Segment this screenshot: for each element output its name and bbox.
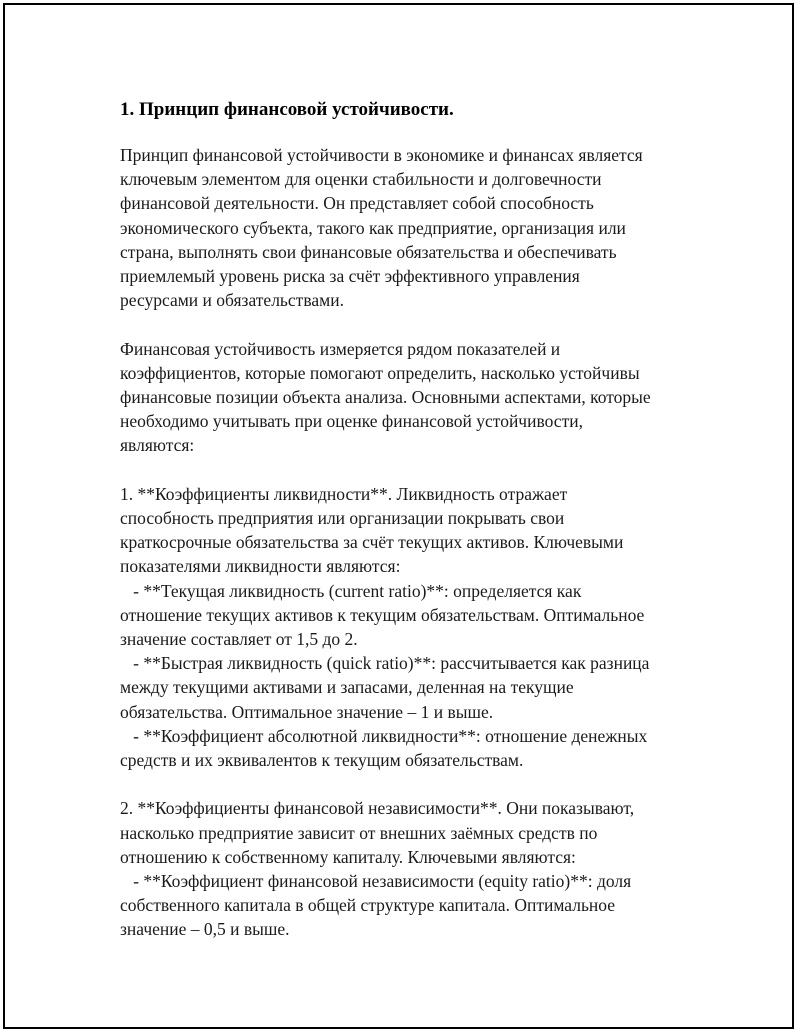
- text-line: финансовой деятельности. Он представляет собой способность: [120, 193, 594, 214]
- list-item-line: - **Текущая ликвидность (current ratio)**: определяется как: [120, 580, 582, 601]
- text-line: средств и их эквивалентов к текущим обязательствам.: [120, 750, 524, 771]
- paragraph-gap: [120, 312, 690, 336]
- text-line: значение – 0,5 и выше.: [120, 919, 290, 940]
- text-line: значение составляет от 1,5 до 2.: [120, 629, 358, 650]
- text-line: между текущими активами и запасами, деленная на текущие: [120, 677, 574, 698]
- text-line: страна, выполнять свои финансовые обязательства и обеспечивать: [120, 241, 617, 262]
- text-line: ключевым элементом для оценки стабильности и долговечности: [120, 169, 602, 190]
- text-line: отношение текущих активов к текущим обязательствам. Оптимальное: [120, 604, 645, 625]
- document-title: 1. Принцип финансовой устойчивости.: [120, 99, 454, 120]
- text-line: собственного капитала в общей структуре капитала. Оптимальное: [120, 895, 616, 916]
- text-line: насколько предприятие зависит от внешних заёмных средств по: [120, 822, 598, 843]
- text-line: финансовые позиции объекта анализа. Основными аспектами, которые: [120, 387, 651, 408]
- text-line: 1. **Коэффициенты ликвидности**. Ликвидность отражает: [120, 483, 568, 504]
- text-line: обязательства. Оптимальное значение – 1 и выше.: [120, 701, 494, 722]
- text-line: являются:: [120, 435, 195, 456]
- paragraph-gap: [120, 772, 690, 796]
- list-item-line: - **Коэффициент финансовой независимости (equity ratio)**: доля: [120, 871, 632, 892]
- list-item-line: - **Коэффициент абсолютной ликвидности**: отношение денежных: [120, 725, 648, 746]
- text-line: коэффициентов, которые помогают определить, насколько устойчивы: [120, 362, 640, 383]
- list-item-line: - **Быстрая ликвидность (quick ratio)**: рассчитывается как разница: [120, 653, 650, 674]
- text-line: показателями ликвидности являются:: [120, 556, 401, 577]
- document-content: [120, 97, 690, 942]
- text-line: краткосрочные обязательства за счёт текущих активов. Ключевыми: [120, 532, 624, 553]
- section-independence: [120, 796, 690, 941]
- paragraph-intro: [120, 143, 690, 312]
- text-line: ресурсами и обязательствами.: [120, 290, 344, 311]
- text-line: приемлемый уровень риска за счёт эффективного управления: [120, 266, 580, 287]
- text-line: Принцип финансовой устойчивости в экономике и финансах является: [120, 145, 643, 165]
- text-line: 2. **Коэффициенты финансовой независимости**. Они показывают,: [120, 798, 635, 819]
- document-page: [3, 3, 794, 1029]
- text-line: экономического субъекта, такого как предприятие, организация или: [120, 217, 626, 238]
- text-line: Финансовая устойчивость измеряется рядом показателей и: [120, 338, 561, 359]
- paragraph-measures: [120, 337, 690, 458]
- text-line: необходимо учитывать при оценке финансовой устойчивости,: [120, 411, 583, 432]
- text-line: способность предприятия или организации покрывать свои: [120, 508, 565, 529]
- text-line: отношению к собственному капиталу. Ключевыми являются:: [120, 846, 576, 867]
- section-liquidity: [120, 482, 690, 772]
- paragraph-gap: [120, 458, 690, 482]
